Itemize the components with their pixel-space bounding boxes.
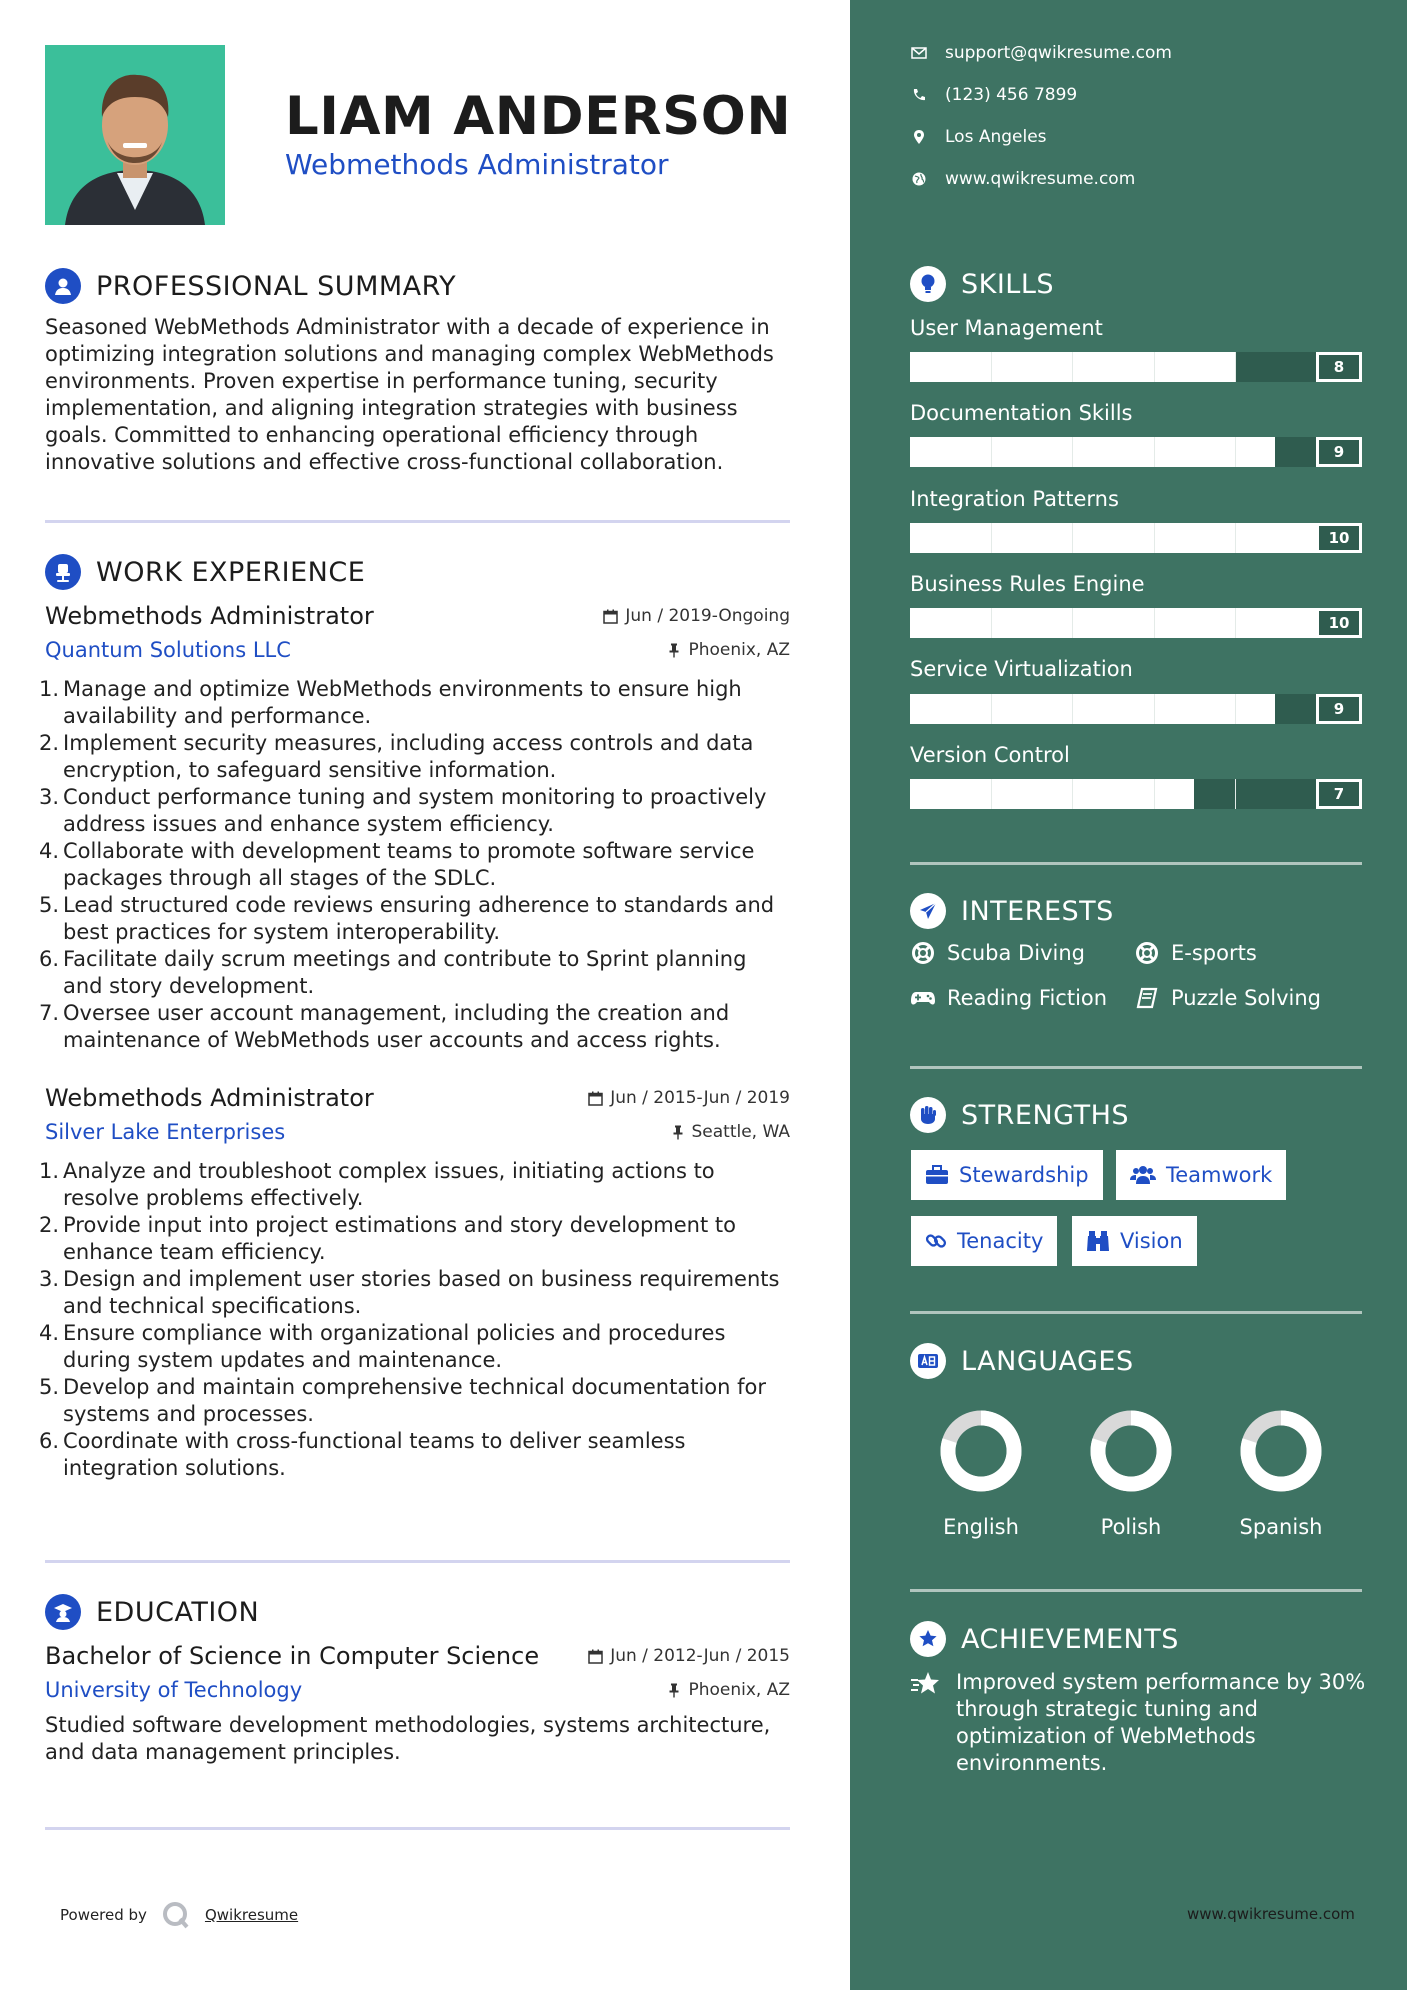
strength-badge — [911, 1216, 1057, 1266]
task-list — [39, 1158, 790, 1482]
graduate-icon — [45, 1594, 81, 1630]
language-proficiency-ring — [1239, 1409, 1323, 1493]
strengths-header — [910, 1097, 1129, 1133]
education-dates — [588, 1646, 790, 1666]
job-title: Webmethods Administrator — [45, 1084, 374, 1112]
envelope-icon — [911, 47, 927, 59]
list-item: 7. Oversee user account management, including the creation and maintenance of WebMethods user accounts and access rights. — [39, 1001, 730, 1052]
skill-bar-segment — [991, 437, 992, 467]
language-item — [1221, 1409, 1341, 1539]
contact-location — [910, 127, 1047, 147]
language-item — [1071, 1409, 1191, 1539]
languages-title: LANGUAGES — [961, 1345, 1134, 1377]
summary-title: PROFESSIONAL SUMMARY — [96, 270, 457, 302]
lightbulb-icon — [910, 266, 946, 302]
skill-bar-segment — [1235, 694, 1236, 724]
strength-badge — [911, 1150, 1103, 1200]
skill-value: 7 — [1316, 779, 1362, 809]
skill-bar-segment — [1235, 779, 1236, 809]
skills-title: SKILLS — [961, 268, 1055, 300]
users-icon — [1130, 1165, 1156, 1185]
job-entry — [39, 1084, 790, 1482]
skill-bar-segment — [1072, 523, 1073, 553]
skill-bar-segment — [991, 608, 992, 638]
education-dates-text: Jun / 2012-Jun / 2015 — [610, 1646, 790, 1666]
powered-by — [60, 1900, 298, 1930]
achievement-text: Improved system performance by 30% through strategic tuning and optimization of WebMethods environments. — [956, 1670, 1366, 1775]
profile-photo — [45, 45, 225, 225]
binoculars-icon — [1086, 1230, 1110, 1252]
summary-text: Seasoned WebMethods Administrator with a decade of experience in optimizing integration solutions and managing complex WebMethods environments. Proven expertise in performance tuning, security implementation, and aligning integration strategies with business goals. Committed to enhancing operational efficiency through innovative solutions and effective cross-functional collaboration. — [45, 315, 774, 474]
website-text: www.qwikresume.com — [945, 169, 1136, 189]
qwikresume-logo-icon — [161, 1900, 191, 1930]
pin-icon — [671, 1125, 685, 1140]
ring-center — [1256, 1426, 1307, 1477]
skills-divider — [910, 862, 1362, 865]
language-proficiency-ring — [939, 1409, 1023, 1493]
email-text: support@qwikresume.com — [945, 43, 1172, 63]
interest-label: Scuba Diving — [947, 941, 1085, 965]
lifebuoy-icon — [1135, 941, 1159, 965]
location-text: Los Angeles — [945, 127, 1047, 147]
education-header — [45, 1592, 790, 1632]
achievements-title: ACHIEVEMENTS — [961, 1623, 1179, 1655]
briefcase-icon — [925, 1165, 949, 1185]
contact-email[interactable] — [910, 43, 1172, 63]
list-item: 6. Facilitate daily scrum meetings and contribute to Sprint planning and story development. — [39, 947, 747, 998]
skill-bar — [910, 779, 1362, 809]
calendar-icon — [588, 1649, 603, 1664]
skill-bar — [910, 523, 1362, 553]
skill-bar-segment — [991, 352, 992, 382]
ring-center — [1106, 1426, 1157, 1477]
language-label: Polish — [1100, 1515, 1162, 1539]
skill-value: 10 — [1316, 608, 1362, 638]
job-location-text: Phoenix, AZ — [688, 640, 790, 660]
job-dates-text: Jun / 2019-Ongoing — [625, 606, 790, 626]
skill-bar — [910, 437, 1362, 467]
languages-header — [910, 1343, 1134, 1379]
interest-label: Puzzle Solving — [1171, 986, 1321, 1010]
list-item: 4. Collaborate with development teams to promote software service packages through all stages of the SDLC. — [39, 839, 755, 890]
skill-bar-segment — [1154, 437, 1155, 467]
language-label: Spanish — [1239, 1515, 1323, 1539]
candidate-name: LIAM ANDERSON — [285, 86, 792, 147]
skill-bar-segment — [1072, 352, 1073, 382]
language-proficiency-ring — [1089, 1409, 1173, 1493]
skill-bar-segment — [1235, 523, 1236, 553]
language-item — [921, 1409, 1041, 1539]
skill-bar-segment — [1072, 437, 1073, 467]
strength-label: Teamwork — [1166, 1163, 1273, 1187]
skill-bar-segment — [991, 523, 992, 553]
skill-name: Business Rules Engine — [910, 572, 1145, 596]
skill-bar-segment — [1154, 523, 1155, 553]
globe-icon — [912, 172, 926, 186]
education-divider — [45, 1827, 790, 1830]
job-location-text: Seattle, WA — [691, 1122, 790, 1142]
summary-section — [45, 266, 790, 476]
skill-bar-fill — [910, 523, 1316, 553]
skills-header — [910, 266, 1054, 302]
education-section — [45, 1592, 790, 1766]
job-dates — [588, 1088, 790, 1108]
skill-bar-fill — [910, 694, 1275, 724]
job-location — [671, 1122, 791, 1142]
job-entry — [39, 602, 790, 1054]
link-icon — [925, 1230, 947, 1252]
experience-section — [39, 552, 790, 1482]
job-dates — [603, 606, 790, 626]
sidebar — [850, 0, 1407, 1990]
strength-label: Stewardship — [959, 1163, 1089, 1187]
footer-website[interactable]: www.qwikresume.com — [1187, 1905, 1355, 1923]
interests-divider — [910, 1066, 1362, 1069]
interest-label: E-sports — [1171, 941, 1257, 965]
skill-bar-segment — [1235, 608, 1236, 638]
gamepad-icon — [910, 989, 936, 1007]
fist-icon — [910, 1097, 946, 1133]
interest-label: Reading Fiction — [947, 986, 1108, 1010]
list-item: 2. Implement security measures, including access controls and data encryption, to safeguard sensitive information. — [39, 731, 754, 782]
strength-label: Vision — [1120, 1229, 1183, 1253]
star-badge-icon — [910, 1621, 946, 1657]
list-item: 5. Lead structured code reviews ensuring adherence to standards and best practices for system interoperability. — [39, 893, 775, 944]
summary-divider — [45, 520, 790, 523]
pin-icon — [667, 1683, 681, 1698]
skill-name: Version Control — [910, 743, 1070, 767]
list-item: 2. Provide input into project estimations and story development to enhance team efficiency. — [39, 1213, 736, 1264]
skill-bar-fill — [910, 437, 1275, 467]
skill-bar-segment — [1235, 352, 1236, 382]
skill-bar-segment — [1154, 779, 1155, 809]
company-name: Silver Lake Enterprises — [45, 1120, 286, 1144]
experience-header — [45, 552, 790, 592]
interest-item — [910, 986, 1107, 1010]
experience-title: WORK EXPERIENCE — [96, 556, 366, 588]
phone-text: (123) 456 7899 — [945, 85, 1078, 105]
map-marker-icon — [914, 130, 924, 144]
skill-bar-segment — [991, 779, 992, 809]
user-icon — [45, 268, 81, 304]
skill-value: 9 — [1316, 437, 1362, 467]
languages-divider — [910, 1589, 1362, 1592]
skill-bar-segment — [1154, 694, 1155, 724]
skill-bar-segment — [991, 694, 992, 724]
company-name: Quantum Solutions LLC — [45, 638, 291, 662]
education-location — [667, 1680, 790, 1700]
star-icon — [910, 1671, 942, 1701]
skill-name: User Management — [910, 316, 1103, 340]
contact-phone[interactable] — [910, 85, 1077, 105]
school-name: University of Technology — [45, 1678, 303, 1702]
strengths-divider — [910, 1311, 1362, 1314]
interest-item — [1134, 986, 1321, 1010]
skill-bar — [910, 694, 1362, 724]
phone-icon — [912, 88, 926, 102]
skill-bar-segment — [1072, 694, 1073, 724]
summary-header — [45, 266, 790, 306]
interests-title: INTERESTS — [961, 895, 1114, 927]
degree-title: Bachelor of Science in Computer Science — [45, 1642, 540, 1670]
skill-bar-segment — [1072, 779, 1073, 809]
education-title: EDUCATION — [96, 1596, 260, 1628]
list-item: 1. Manage and optimize WebMethods environments to ensure high availability and performance. — [39, 677, 742, 728]
contact-website[interactable] — [910, 169, 1135, 189]
education-description: Studied software development methodologies, systems architecture, and data management principles. — [45, 1713, 771, 1764]
task-list — [39, 676, 790, 1054]
list-item: 4. Ensure compliance with organizational policies and procedures during system updates and maintenance. — [39, 1321, 726, 1372]
skill-value: 10 — [1316, 523, 1362, 553]
skill-bar — [910, 352, 1362, 382]
job-location — [667, 640, 790, 660]
job-title: Webmethods Administrator — [45, 602, 374, 630]
strength-label: Tenacity — [957, 1229, 1044, 1253]
translate-icon — [910, 1343, 946, 1379]
interest-item — [910, 941, 1085, 965]
experience-divider — [45, 1560, 790, 1563]
job-dates-text: Jun / 2015-Jun / 2019 — [610, 1088, 790, 1108]
strength-badge — [1116, 1150, 1286, 1200]
achievements-header — [910, 1621, 1179, 1657]
list-item: 5. Develop and maintain comprehensive technical documentation for systems and processes. — [39, 1375, 766, 1426]
interests-header — [910, 893, 1114, 929]
list-item: 6. Coordinate with cross-functional teams to deliver seamless integration solutions. — [39, 1429, 686, 1480]
skill-bar-segment — [1154, 608, 1155, 638]
skill-bar-segment — [1235, 437, 1236, 467]
list-item: 3. Design and implement user stories based on business requirements and technical specifications. — [39, 1267, 780, 1318]
language-label: English — [943, 1515, 1019, 1539]
strength-badge — [1072, 1216, 1197, 1266]
list-item: 3. Conduct performance tuning and system monitoring to proactively address issues and enhance system efficiency. — [39, 785, 767, 836]
skill-bar-segment — [1072, 608, 1073, 638]
skill-bar — [910, 608, 1362, 638]
skill-name: Service Virtualization — [910, 657, 1133, 681]
skill-value: 8 — [1316, 352, 1362, 382]
strengths-title: STRENGTHS — [961, 1099, 1130, 1131]
skill-bar-fill — [910, 779, 1194, 809]
list-item: 1. Analyze and troubleshoot complex issues, initiating actions to resolve problems effectively. — [39, 1159, 715, 1210]
book-icon — [1136, 987, 1158, 1009]
calendar-icon — [588, 1091, 603, 1106]
candidate-role: Webmethods Administrator — [285, 148, 669, 181]
brand-link[interactable]: Qwikresume — [204, 1906, 299, 1924]
ring-center — [956, 1426, 1007, 1477]
interest-item — [1134, 941, 1257, 965]
paper-plane-icon — [910, 893, 946, 929]
skill-bar-fill — [910, 608, 1316, 638]
calendar-icon — [603, 609, 618, 624]
skill-name: Integration Patterns — [910, 487, 1119, 511]
lifebuoy-icon — [911, 941, 935, 965]
education-location-text: Phoenix, AZ — [688, 1680, 790, 1700]
skill-value: 9 — [1316, 694, 1362, 724]
skill-bar-segment — [1154, 352, 1155, 382]
skill-name: Documentation Skills — [910, 401, 1133, 425]
powered-by-label: Powered by — [60, 1906, 147, 1924]
office-chair-icon — [45, 554, 81, 590]
pin-icon — [667, 643, 681, 658]
